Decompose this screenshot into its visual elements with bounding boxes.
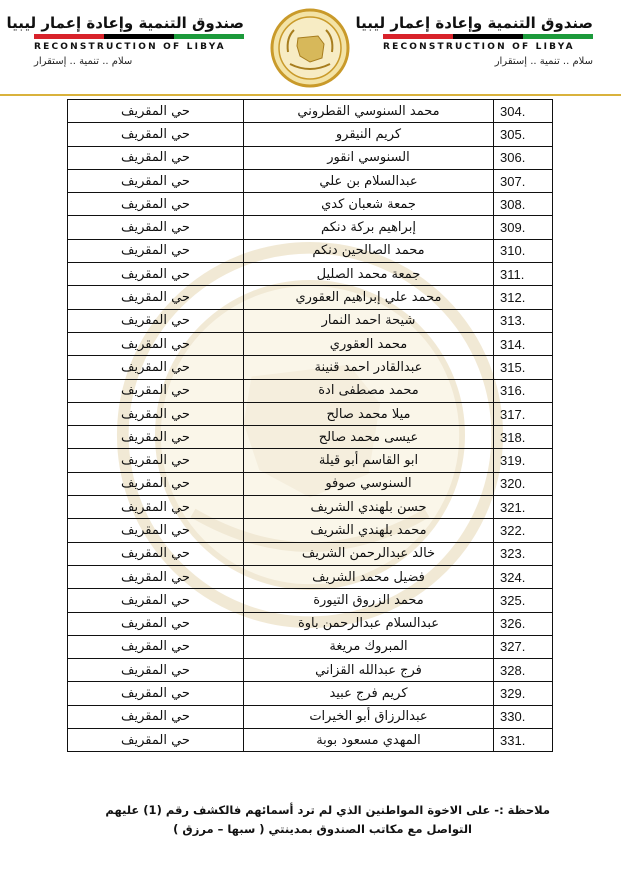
name-cell: السنوسي صوفو xyxy=(244,472,494,495)
area-cell: حي المقريف xyxy=(68,426,244,449)
brand-logo-right xyxy=(355,14,593,67)
area-cell: حي المقريف xyxy=(68,589,244,612)
table-row xyxy=(68,263,553,286)
area-cell: حي المقريف xyxy=(68,193,244,216)
name-cell: شيحة احمد النمار xyxy=(244,309,494,332)
org-name-en-right: RECONSTRUCTION OF LIBYA xyxy=(383,42,575,52)
table-row xyxy=(68,426,553,449)
name-cell: كريم فرج عبيد xyxy=(244,682,494,705)
area-cell: حي المقريف xyxy=(68,705,244,728)
number-cell: 309. xyxy=(494,216,553,239)
table-row xyxy=(68,379,553,402)
beneficiaries-table xyxy=(67,99,553,752)
footnote-line-2: التواصل مع مكاتب الصندوق بمدينتي ( سبها – مرزق ) xyxy=(173,822,472,836)
name-cell: جمعة شعبان كدي xyxy=(244,193,494,216)
number-cell: 311. xyxy=(494,263,553,286)
area-cell: حي المقريف xyxy=(68,332,244,355)
slogan-right: سلام .. تنمية .. إستقرار xyxy=(494,56,593,67)
number-cell: 328. xyxy=(494,659,553,682)
number-cell: 324. xyxy=(494,565,553,588)
footnote xyxy=(70,801,550,839)
table-row xyxy=(68,332,553,355)
table-row xyxy=(68,216,553,239)
name-cell: خالد عبدالرحمن الشريف xyxy=(244,542,494,565)
number-cell: 315. xyxy=(494,356,553,379)
table-row xyxy=(68,705,553,728)
table-row xyxy=(68,472,553,495)
number-cell: 329. xyxy=(494,682,553,705)
header-divider xyxy=(0,94,621,96)
area-cell: حي المقريف xyxy=(68,472,244,495)
name-cell: المبروك مريغة xyxy=(244,635,494,658)
table-row xyxy=(68,589,553,612)
name-cell: محمد علي إبراهيم العقوري xyxy=(244,286,494,309)
table-row xyxy=(68,682,553,705)
area-cell: حي المقريف xyxy=(68,496,244,519)
area-cell: حي المقريف xyxy=(68,612,244,635)
area-cell: حي المقريف xyxy=(68,542,244,565)
slogan: سلام .. تنمية .. إستقرار xyxy=(34,56,133,67)
name-cell: كريم النيقرو xyxy=(244,123,494,146)
number-cell: 322. xyxy=(494,519,553,542)
number-cell: 314. xyxy=(494,332,553,355)
table-row xyxy=(68,100,553,123)
number-cell: 330. xyxy=(494,705,553,728)
name-cell: عبدالرزاق أبو الخيرات xyxy=(244,705,494,728)
number-cell: 306. xyxy=(494,146,553,169)
name-cell: عبدالسلام عبدالرحمن باوة xyxy=(244,612,494,635)
name-cell: ميلا محمد صالح xyxy=(244,402,494,425)
name-cell: فرج عبدالله القزاني xyxy=(244,659,494,682)
org-name-en: RECONSTRUCTION OF LIBYA xyxy=(34,42,226,52)
name-cell: ابو القاسم أبو قيلة xyxy=(244,449,494,472)
table-row xyxy=(68,612,553,635)
number-cell: 313. xyxy=(494,309,553,332)
emblem-seal-icon xyxy=(270,8,350,88)
libya-flag-stripe xyxy=(34,34,244,39)
area-cell: حي المقريف xyxy=(68,519,244,542)
name-cell: جمعة محمد الصليل xyxy=(244,263,494,286)
table-row xyxy=(68,659,553,682)
number-cell: 305. xyxy=(494,123,553,146)
area-cell: حي المقريف xyxy=(68,565,244,588)
area-cell: حي المقريف xyxy=(68,100,244,123)
number-cell: 326. xyxy=(494,612,553,635)
area-cell: حي المقريف xyxy=(68,402,244,425)
name-cell: محمد مصطفى ادة xyxy=(244,379,494,402)
table-row xyxy=(68,169,553,192)
name-cell: محمد الزروق التيورة xyxy=(244,589,494,612)
table-row xyxy=(68,635,553,658)
number-cell: 316. xyxy=(494,379,553,402)
area-cell: حي المقريف xyxy=(68,286,244,309)
table-row xyxy=(68,239,553,262)
table-row xyxy=(68,565,553,588)
number-cell: 319. xyxy=(494,449,553,472)
area-cell: حي المقريف xyxy=(68,659,244,682)
number-cell: 312. xyxy=(494,286,553,309)
org-name-ar-right: صندوق التنمية وإعادة إعمار ليبيا xyxy=(355,14,593,32)
area-cell: حي المقريف xyxy=(68,729,244,752)
area-cell: حي المقريف xyxy=(68,263,244,286)
name-cell: فضيل محمد الشريف xyxy=(244,565,494,588)
name-cell: السنوسي انقور xyxy=(244,146,494,169)
area-cell: حي المقريف xyxy=(68,239,244,262)
table-body xyxy=(68,100,553,752)
name-cell: محمد العقوري xyxy=(244,332,494,355)
org-name-ar: صندوق التنمية وإعادة إعمار ليبيا xyxy=(6,14,244,32)
area-cell: حي المقريف xyxy=(68,216,244,239)
area-cell: حي المقريف xyxy=(68,123,244,146)
table-row xyxy=(68,309,553,332)
area-cell: حي المقريف xyxy=(68,169,244,192)
number-cell: 327. xyxy=(494,635,553,658)
number-cell: 317. xyxy=(494,402,553,425)
number-cell: 325. xyxy=(494,589,553,612)
name-cell: عبدالسلام بن علي xyxy=(244,169,494,192)
table-row xyxy=(68,449,553,472)
number-cell: 308. xyxy=(494,193,553,216)
table-row xyxy=(68,402,553,425)
area-cell: حي المقريف xyxy=(68,356,244,379)
name-cell: إبراهيم بركة دنكم xyxy=(244,216,494,239)
name-cell: محمد الصالحين دنكم xyxy=(244,239,494,262)
table-row xyxy=(68,123,553,146)
area-cell: حي المقريف xyxy=(68,146,244,169)
table-row xyxy=(68,286,553,309)
number-cell: 318. xyxy=(494,426,553,449)
area-cell: حي المقريف xyxy=(68,379,244,402)
table-row xyxy=(68,146,553,169)
table-row xyxy=(68,542,553,565)
number-cell: 321. xyxy=(494,496,553,519)
table-row xyxy=(68,193,553,216)
table-row xyxy=(68,729,553,752)
area-cell: حي المقريف xyxy=(68,309,244,332)
page-header xyxy=(0,0,621,98)
name-cell: محمد السنوسي القطروني xyxy=(244,100,494,123)
table-row xyxy=(68,356,553,379)
number-cell: 304. xyxy=(494,100,553,123)
number-cell: 331. xyxy=(494,729,553,752)
name-cell: عبدالقادر احمد قنينة xyxy=(244,356,494,379)
table-row xyxy=(68,519,553,542)
area-cell: حي المقريف xyxy=(68,682,244,705)
number-cell: 310. xyxy=(494,239,553,262)
number-cell: 307. xyxy=(494,169,553,192)
footnote-line-1: ملاحظة :- على الاخوة المواطنين الذي لم ترد أسمائهم فالكشف رقم (1) عليهم xyxy=(105,803,550,817)
number-cell: 323. xyxy=(494,542,553,565)
name-cell: المهدي مسعود بوبة xyxy=(244,729,494,752)
table-row xyxy=(68,496,553,519)
name-cell: محمد بلهندي الشريف xyxy=(244,519,494,542)
name-cell: عيسى محمد صالح xyxy=(244,426,494,449)
area-cell: حي المقريف xyxy=(68,449,244,472)
libya-flag-stripe-right xyxy=(383,34,593,39)
brand-logo-left xyxy=(6,14,244,67)
name-cell: حسن بلهندي الشريف xyxy=(244,496,494,519)
number-cell: 320. xyxy=(494,472,553,495)
area-cell: حي المقريف xyxy=(68,635,244,658)
